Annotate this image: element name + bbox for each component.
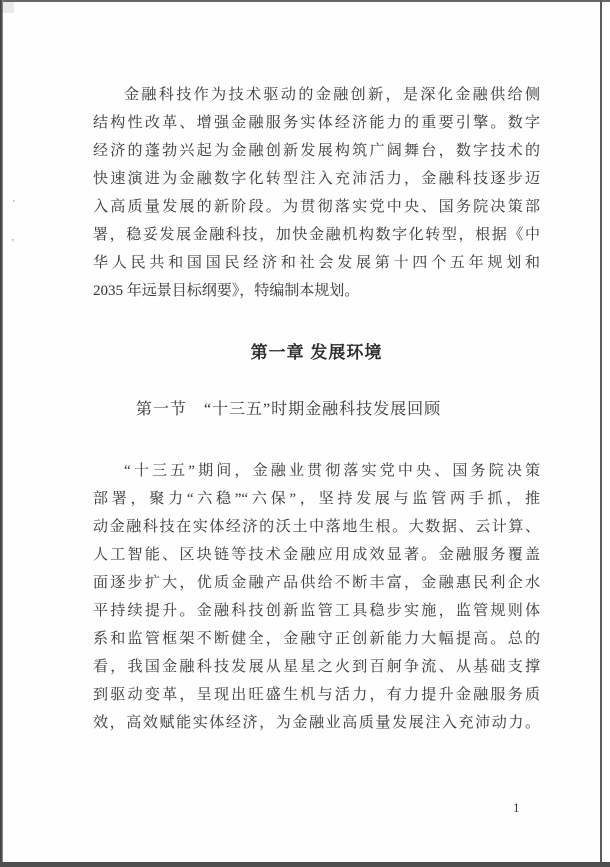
text-line: 效，高效赋能实体经济，为金融业高质量发展注入充沛动力。 <box>93 715 540 731</box>
scan-edge-left <box>0 0 3 867</box>
scan-edge-top <box>0 0 610 2</box>
text-line: 金融科技作为技术驱动的金融创新，是深化金融供给侧 <box>124 87 540 103</box>
text-line: 经济的蓬勃兴起为金融创新发展构筑广阔舞台，数字技术的 <box>93 143 540 159</box>
text-line: 部署，聚力“六稳”“六保”，坚持发展与监管两手抓，推 <box>93 491 540 507</box>
text-line: 面逐步扩大，优质金融产品供给不断丰富，金融惠民利企水 <box>93 575 540 591</box>
text-line: 平持续提升。金融科技创新监管工具稳步实施，监管规则体 <box>93 603 540 619</box>
text-line: 结构性改革、增强金融服务实体经济能力的重要引擎。数字 <box>93 115 540 131</box>
text-line: 系和监管框架不断健全，金融守正创新能力大幅提高。总的 <box>93 631 540 647</box>
intro-paragraph <box>93 81 540 305</box>
scan-edge-bottom <box>0 862 610 867</box>
text-line: 入高质量发展的新阶段。为贯彻落实党中央、国务院决策部 <box>93 199 540 215</box>
scan-artifact-mark: ’ <box>11 238 15 249</box>
text-line: 华人民共和国国民经济和社会发展第十四个五年规划和 <box>93 255 540 271</box>
text-line: 署，稳妥发展金融科技，加快金融机构数字化转型，根据《中 <box>93 227 540 243</box>
text-line: 动金融科技在实体经济的沃土中落地生根。大数据、云计算、 <box>93 519 540 535</box>
text-line: 人工智能、区块链等技术金融应用成效显著。金融服务覆盖 <box>93 547 540 563</box>
text-line: 快速演进为金融数字化转型注入充沛活力，金融科技逐步迈 <box>93 171 540 187</box>
scan-artifact-mark: ’ <box>12 199 16 210</box>
text-line: “十三五”期间，金融业贯彻落实党中央、国务院决策 <box>124 463 540 479</box>
page-number: 1 <box>513 800 520 815</box>
scan-smudge <box>3 2 14 13</box>
chapter-heading: 第一章 发展环境 <box>250 343 383 362</box>
review-paragraph <box>93 457 540 737</box>
text-line: 到驱动变革，呈现出旺盛生机与活力，有力提升金融服务质 <box>93 687 540 703</box>
text-line: 2035 年远景目标纲要》，特编制本规划。 <box>93 283 360 299</box>
section-heading: 第一节 “十三五”时期金融科技发展回顾 <box>135 401 442 418</box>
scan-edge-right <box>600 0 602 867</box>
text-line: 看，我国金融科技发展从星星之火到百舸争流、从基础支撑 <box>93 659 540 675</box>
